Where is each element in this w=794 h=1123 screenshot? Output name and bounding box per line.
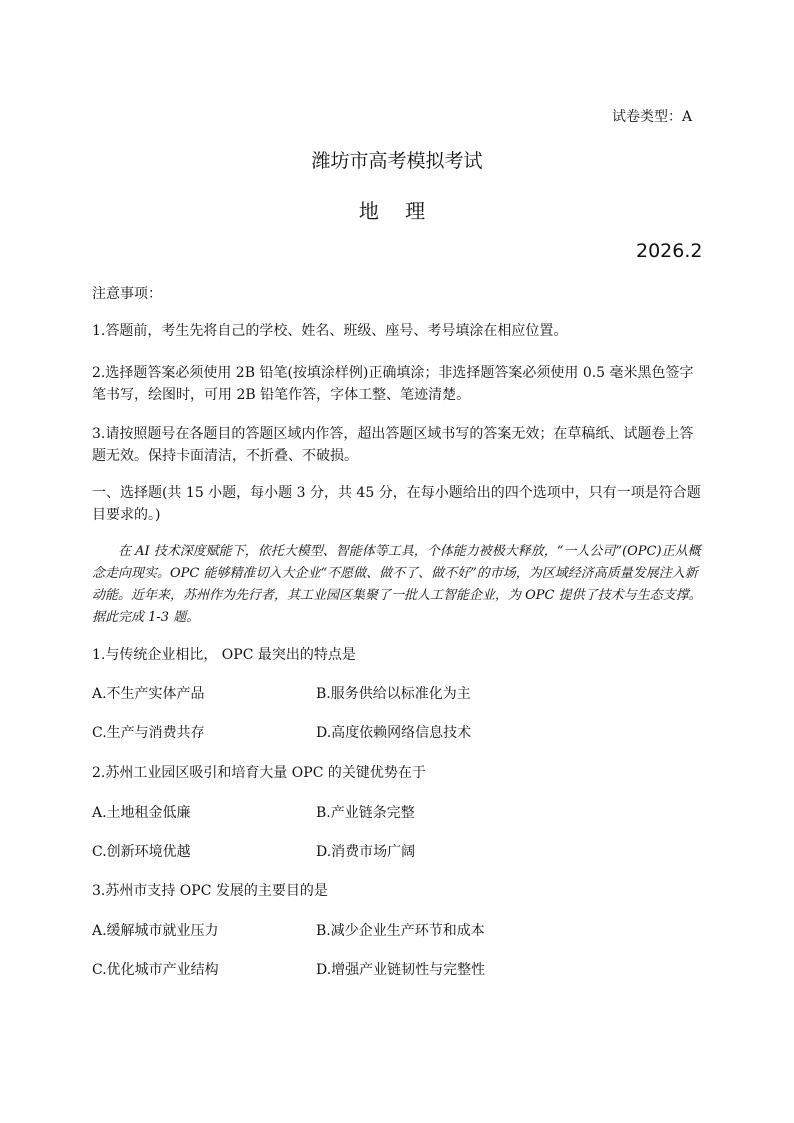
exam-title: 潍坊市高考模拟考试	[311, 150, 483, 172]
section-heading: 一、选择题(共 15 小题，每小题 3 分，共 45 分，在每小题给出的四个选项中，只有一项是符合题目要求的。)	[92, 485, 701, 523]
question-3-stem: 3.苏州市支持 OPC 发展的主要目的是	[92, 883, 328, 899]
question-2-option-a: A.土地租金低廉	[92, 805, 191, 821]
question-2-option-b: B.产业链条完整	[316, 805, 415, 821]
question-1-option-b: B.服务供给以标准化为主	[316, 686, 471, 702]
question-3-option-b: B.减少企业生产环节和成本	[316, 923, 485, 939]
subject-title: 地 理	[358, 199, 436, 223]
notice-item-3: 3.请按照题号在各题目的答题区域内作答，超出答题区域书写的答案无效；在草稿纸、试题卷上答题无效。保持卡面清洁，不折叠、不破损。	[92, 426, 694, 464]
question-3-option-d: D.增强产业链韧性与完整性	[316, 962, 486, 978]
notice-heading: 注意事项：	[92, 286, 162, 302]
question-1-option-c: C.生产与消费共存	[92, 725, 205, 741]
question-2-stem: 2.苏州工业园区吸引和培育大量 OPC 的关键优势在于	[92, 765, 426, 781]
question-2-option-c: C.创新环境优越	[92, 844, 191, 860]
question-1-option-a: A.不生产实体产品	[92, 686, 205, 702]
notice-item-2: 2.选择题答案必须使用 2B 铅笔(按填涂样例)正确填涂；非选择题答案必须使用 0.5 毫米黑色签字笔书写，绘图时，可用 2B 铅笔作答，字体工整、笔迹清楚。	[92, 365, 694, 403]
question-3-option-c: C.优化城市产业结构	[92, 962, 219, 978]
question-2-option-d: D.消费市场广阔	[316, 844, 416, 860]
question-1-option-d: D.高度依赖网络信息技术	[316, 725, 472, 741]
paper-type-label: 试卷类型：A	[612, 109, 693, 125]
notice-item-1: 1.答题前，考生先将自己的学校、姓名、班级、座号、考号填涂在相应位置。	[92, 323, 568, 339]
exam-date: 2026.2	[636, 240, 703, 262]
question-3-option-a: A.缓解城市就业压力	[92, 923, 219, 939]
question-1-stem: 1.与传统企业相比， OPC 最突出的特点是	[92, 647, 356, 663]
material-paragraph: 在 AI 技术深度赋能下，依托大模型、智能体等工具，个体能力被极大释放，“一人公司”(OPC)正从概念走向现实。OPC 能够精准切入大企业“不愿做、做不了、做不好”的市场，为区域经济高质量发展注入新动能。近年来，苏州作为先行者，其工业园区集聚了一批人工智能企业，为 OPC 提供了技术与生态支撑。据此完成 1-3 题。	[92, 544, 702, 625]
